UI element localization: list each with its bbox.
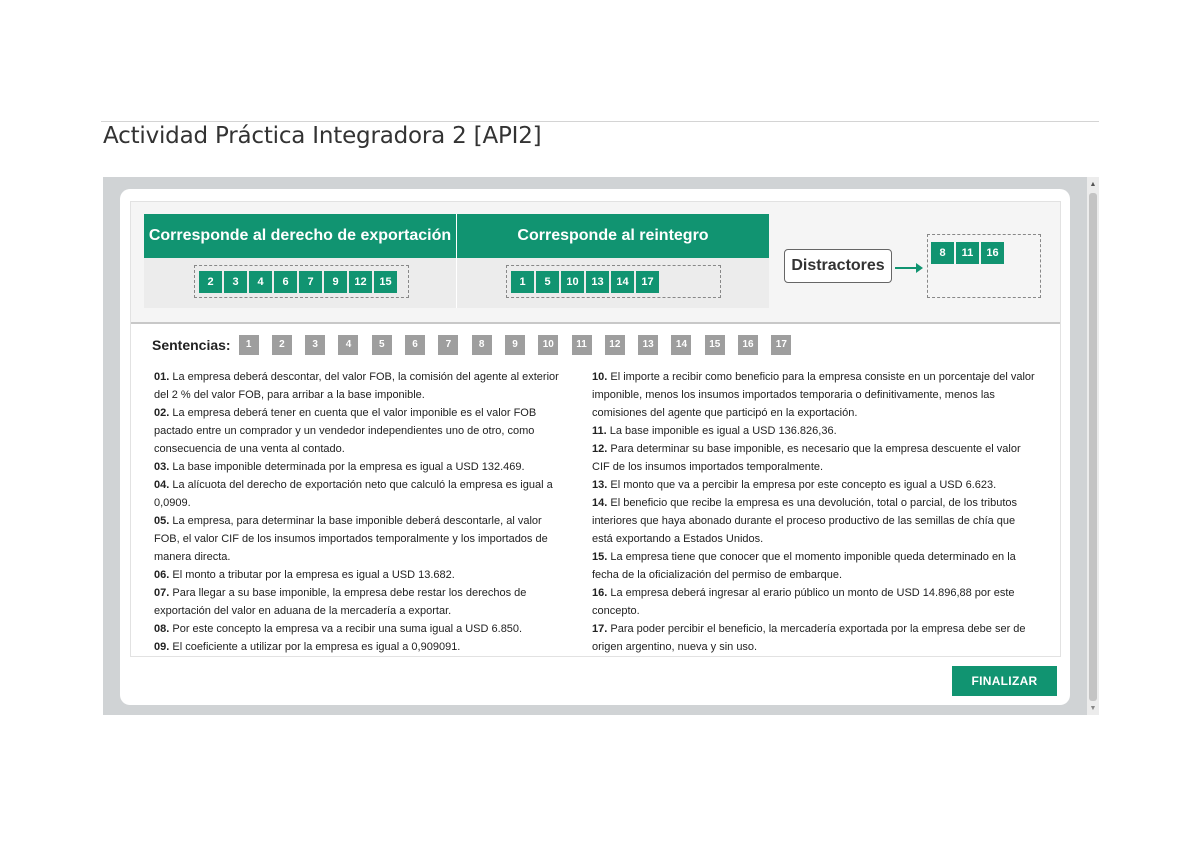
sentence-chips	[239, 335, 805, 355]
placed-sentence-chip[interactable]: 7	[299, 271, 322, 293]
arrow-right-icon	[894, 254, 924, 274]
sentence-number: 08.	[154, 623, 170, 635]
scrollbar-thumb[interactable]	[1089, 193, 1097, 701]
sentence-number: 10.	[592, 371, 608, 383]
sentence-number-chip[interactable]: 10	[538, 335, 558, 355]
dropzone-distractors[interactable]	[927, 234, 1041, 298]
sentences-label: Sentencias:	[152, 336, 231, 353]
sentence-number: 12.	[592, 443, 608, 455]
sentence-text: La empresa deberá ingresar al erario público un monto de USD 14.896,88 por este concepto.	[592, 587, 1015, 617]
sentences-right-column	[592, 368, 1037, 656]
finalize-button[interactable]: FINALIZAR	[952, 666, 1057, 696]
sentence-number: 02.	[154, 407, 170, 419]
placed-sentence-chip[interactable]: 14	[611, 271, 634, 293]
sentence-number-chip[interactable]: 11	[572, 335, 592, 355]
placed-sentence-chip[interactable]: 16	[981, 242, 1004, 264]
sentence-item	[154, 584, 559, 620]
sentence-number: 13.	[592, 479, 608, 491]
sentence-number-chip[interactable]: 12	[605, 335, 625, 355]
classification-panel	[131, 202, 1060, 322]
placed-sentence-chip[interactable]: 5	[536, 271, 559, 293]
sentence-text: Para determinar su base imponible, es necesario que la empresa descuente el valor CIF de los insumos importados temporalmente.	[592, 443, 1021, 473]
placed-sentence-chip[interactable]: 8	[931, 242, 954, 264]
sentence-item	[592, 476, 1037, 494]
sentence-item	[592, 494, 1037, 548]
placed-sentence-chip[interactable]: 17	[636, 271, 659, 293]
sentence-number-chip[interactable]: 9	[505, 335, 525, 355]
sentence-number-chip[interactable]: 3	[305, 335, 325, 355]
sentence-number: 04.	[154, 479, 170, 491]
sentence-number: 16.	[592, 587, 608, 599]
sentence-number: 03.	[154, 461, 170, 473]
placed-sentence-chip[interactable]: 2	[199, 271, 222, 293]
placed-sentence-chip[interactable]: 9	[324, 271, 347, 293]
sentence-number-chip[interactable]: 1	[239, 335, 259, 355]
sentence-item	[154, 512, 559, 566]
placed-sentence-chip[interactable]: 13	[586, 271, 609, 293]
sentence-item	[154, 638, 559, 656]
sentence-text: La empresa deberá descontar, del valor FOB, la comisión del agente al exterior del 2 % del valor FOB, para arribar a la base imponible.	[154, 371, 559, 401]
sentence-item	[154, 476, 559, 512]
placed-sentence-chip[interactable]: 10	[561, 271, 584, 293]
sentence-text: La empresa deberá tener en cuenta que el valor imponible es el valor FOB pactado entre un comprador y un vendedor independientes uno de otro, como consecuencia de una venta al contado.	[154, 407, 537, 455]
sentence-text: El beneficio que recibe la empresa es una devolución, total o parcial, de los tributos interiores que haya abonado durante el proceso productivo de las semillas de chía que está exportando a Estados Unidos.	[592, 497, 1017, 545]
placed-sentence-chip[interactable]: 6	[274, 271, 297, 293]
activity-content	[130, 201, 1061, 657]
sentence-number: 07.	[154, 587, 170, 599]
sentence-text: El coeficiente a utilizar por la empresa es igual a 0,909091.	[172, 641, 461, 653]
sentence-number: 01.	[154, 371, 170, 383]
panel-divider	[131, 322, 1060, 324]
sentence-number-chip[interactable]: 14	[671, 335, 691, 355]
sentence-item	[592, 440, 1037, 476]
sentence-number-chip[interactable]: 4	[338, 335, 358, 355]
placed-sentence-chip[interactable]: 1	[511, 271, 534, 293]
sentence-text: La base imponible es igual a USD 136.826,36.	[609, 425, 837, 437]
column-refund	[457, 214, 769, 288]
scroll-up-icon[interactable]: ▲	[1089, 181, 1097, 188]
sentence-number-chip[interactable]: 5	[372, 335, 392, 355]
sentence-text: Por este concepto la empresa va a recibir una suma igual a USD 6.850.	[172, 623, 523, 635]
dropzone-export-duty[interactable]	[194, 265, 409, 298]
sentence-text: El monto a tributar por la empresa es igual a USD 13.682.	[172, 569, 455, 581]
sentence-number-chip[interactable]: 16	[738, 335, 758, 355]
sentence-number-chip[interactable]: 8	[472, 335, 492, 355]
sentence-number-chip[interactable]: 6	[405, 335, 425, 355]
sentence-item	[592, 620, 1037, 656]
sentence-number: 11.	[592, 425, 607, 437]
sentence-number-chip[interactable]: 7	[438, 335, 458, 355]
sentence-item	[592, 368, 1037, 422]
sentence-text: El importe a recibir como beneficio para la empresa consiste en un porcentaje del valor imponible, menos los insumos importados temporaria o definitivamente, menos las comisiones del agente que participó en la exportación.	[592, 371, 1035, 419]
sentence-number-chip[interactable]: 2	[272, 335, 292, 355]
sentence-number: 15.	[592, 551, 608, 563]
sentence-item	[154, 368, 559, 404]
distractors-label: Distractores	[784, 249, 892, 283]
sentence-chip-bank	[152, 334, 805, 355]
column-body	[144, 258, 456, 308]
placed-sentence-chip[interactable]: 12	[349, 271, 372, 293]
column-export-duty	[144, 214, 456, 288]
sentence-number-chip[interactable]: 13	[638, 335, 658, 355]
sentence-number: 14.	[592, 497, 608, 509]
column-header: Corresponde al reintegro	[457, 214, 769, 258]
sentence-number: 06.	[154, 569, 170, 581]
sentence-text: La empresa, para determinar la base imponible deberá descontarle, al valor FOB, el valor CIF de los insumos importados temporalmente y los importados de manera directa.	[154, 515, 548, 563]
title-divider	[101, 121, 1099, 122]
placed-sentence-chip[interactable]: 4	[249, 271, 272, 293]
column-header: Corresponde al derecho de exportación	[144, 214, 456, 258]
sentence-item	[154, 458, 559, 476]
placed-sentence-chip[interactable]: 15	[374, 271, 397, 293]
placed-sentence-chip[interactable]: 3	[224, 271, 247, 293]
sentence-text: Para llegar a su base imponible, la empresa debe restar los derechos de exportación del valor en aduana de la mercadería a exportar.	[154, 587, 527, 617]
sentence-item	[592, 422, 1037, 440]
sentence-text: Para poder percibir el beneficio, la mercadería exportada por la empresa debe ser de origen argentino, nueva y sin uso.	[592, 623, 1026, 653]
dropzone-refund[interactable]	[506, 265, 721, 298]
sentence-item	[592, 548, 1037, 584]
sentence-number: 17.	[592, 623, 608, 635]
sentence-item	[154, 566, 559, 584]
scroll-down-icon[interactable]: ▼	[1089, 705, 1097, 712]
sentence-item	[154, 404, 559, 458]
page-title: Actividad Práctica Integradora 2 [API2]	[103, 123, 542, 149]
sentence-text: La empresa tiene que conocer que el momento imponible queda determinado en la fecha de la oficialización del permiso de embarque.	[592, 551, 1016, 581]
sentence-number-chip[interactable]: 15	[705, 335, 725, 355]
sentences-left-column	[154, 368, 559, 656]
sentence-number: 05.	[154, 515, 170, 527]
sentence-item	[154, 620, 559, 638]
sentence-text: El monto que va a percibir la empresa por este concepto es igual a USD 6.623.	[610, 479, 997, 491]
sentence-text: La base imponible determinada por la empresa es igual a USD 132.469.	[172, 461, 525, 473]
sentence-number-chip[interactable]: 17	[771, 335, 791, 355]
placed-sentence-chip[interactable]: 11	[956, 242, 979, 264]
sentence-number: 09.	[154, 641, 170, 653]
column-body	[457, 258, 769, 308]
sentence-text: La alícuota del derecho de exportación neto que calculó la empresa es igual a 0,0909.	[154, 479, 553, 509]
activity-card	[120, 189, 1070, 705]
sentence-item	[592, 584, 1037, 620]
